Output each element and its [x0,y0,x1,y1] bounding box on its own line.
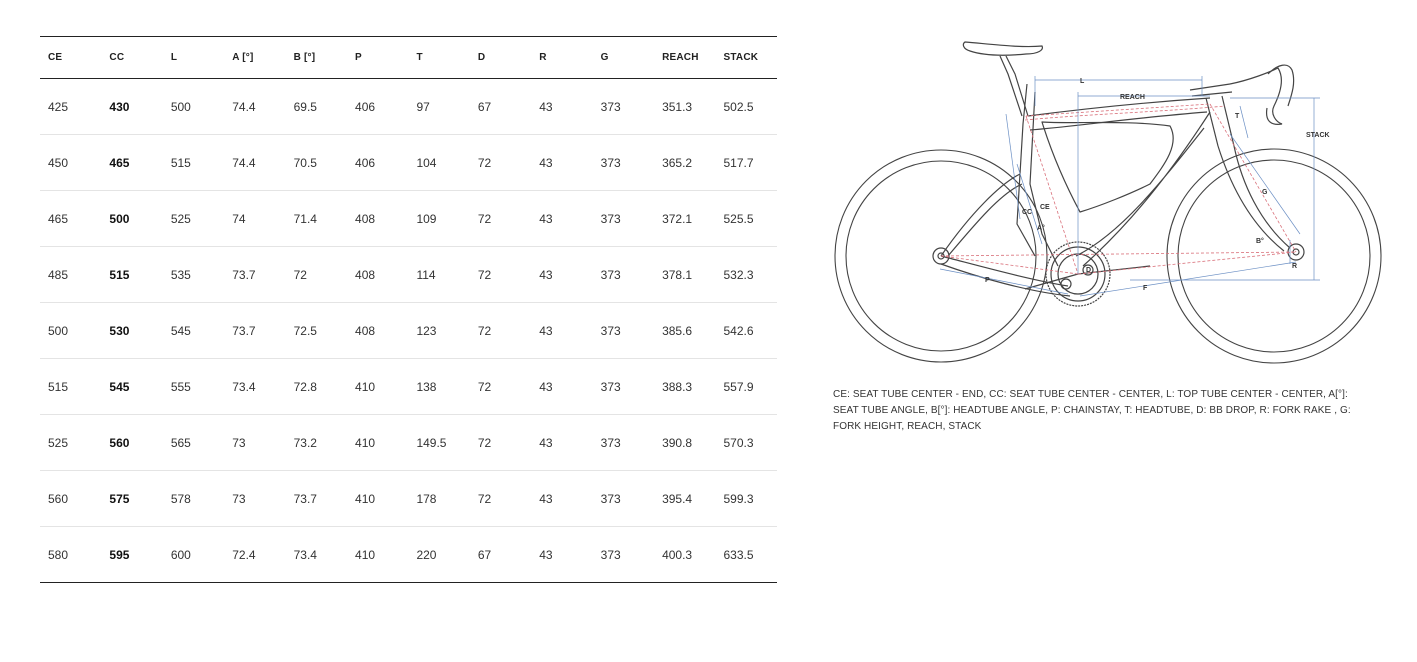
table-cell: 74.4 [232,155,256,170]
table-cell: 502.5 [723,99,754,114]
table-cell: 43 [539,435,553,450]
table-cell: 485 [48,267,69,282]
table-cell: 600 [170,547,191,562]
table-cell: 430 [109,99,130,114]
header-stack: STACK [723,52,759,63]
table-cell: 410 [355,435,376,450]
table-cell: 378.1 [662,267,693,282]
table-cell: 542.6 [723,323,754,338]
table-cell: 73 [232,435,246,450]
table-cell: 365.2 [662,155,693,170]
label-g: G [1262,189,1268,196]
label-r: R [1292,263,1298,270]
table-cell: 515 [170,155,191,170]
table-cell: 560 [48,491,69,506]
label-ce: CE [1040,204,1050,211]
table-cell: 400.3 [662,547,693,562]
table-cell: 69.5 [293,99,317,114]
header-g: G [600,52,609,63]
table-cell: 43 [539,547,553,562]
table-cell: 410 [355,379,376,394]
table-cell: 109 [416,211,437,226]
legend-text: CE: SEAT TUBE CENTER - END, CC: SEAT TUBE CENTER - CENTER, L: TOP TUBE CENTER - CENTER, A[°]: SEAT TUBE ANGLE, B[°]: HEADTUBE ANGLE, P: CHAINSTAY, T: HEADTUBE, D: BB DROP, R: FORK RAKE , G: FORK HEIGHT, REACH, STACK [833,389,1351,432]
table-cell: 72 [477,267,492,282]
table-row [40,471,777,527]
table-cell: 565 [170,435,191,450]
table-cell: 410 [355,547,376,562]
table-cell: 500 [48,323,69,338]
header-a: A [°] [232,52,254,63]
table-cell: 43 [539,211,553,226]
table-cell: 595 [109,547,130,562]
table-cell: 408 [355,323,376,338]
table-cell: 500 [109,211,130,226]
table-cell: 43 [539,155,553,170]
table-cell: 532.3 [723,267,754,282]
table-row [40,135,777,191]
header-t: T [416,52,423,63]
table-cell: 500 [170,99,191,114]
table-row [40,415,777,471]
table-cell: 373 [600,323,621,338]
table-cell: 373 [600,267,621,282]
table-cell: 67 [477,547,492,562]
table-cell: 123 [416,323,437,338]
table-header-row [40,37,777,79]
table-cell: 43 [539,323,553,338]
table-cell: 178 [416,491,437,506]
table-cell: 372.1 [662,211,693,226]
table-cell: 410 [355,491,376,506]
table-cell: 74 [232,211,246,226]
table-cell: 373 [600,435,621,450]
table-cell: 72 [477,155,492,170]
table-cell: 515 [48,379,69,394]
table-cell: 73.4 [232,379,256,394]
table-cell: 545 [109,379,130,394]
table-cell: 72 [477,435,492,450]
table-cell: 72 [477,323,492,338]
table-cell: 560 [109,435,130,450]
table-cell: 517.7 [723,155,754,170]
table-cell: 73.7 [232,323,256,338]
bike-geometry-diagram [830,34,1390,374]
header-p: P [355,52,362,63]
table-cell: 580 [48,547,69,562]
table-cell: 72 [477,379,492,394]
table-cell: 97 [416,99,430,114]
table-cell: 406 [355,155,376,170]
table-cell: 351.3 [662,99,693,114]
table-cell: 71.4 [293,211,317,226]
table-cell: 73.7 [293,491,317,506]
label-f: F [1143,285,1148,292]
table-cell: 73.2 [293,435,317,450]
saddle [963,42,1042,55]
table-cell: 114 [416,267,436,282]
table-body [40,79,777,583]
table-row [40,527,777,583]
table-cell: 545 [170,323,191,338]
table-cell: 67 [477,99,492,114]
label-b: B° [1256,238,1264,245]
handlebar [1190,65,1294,124]
geometry-lines [941,104,1296,274]
table-cell: 72 [477,211,492,226]
table-row [40,303,777,359]
table-cell: 633.5 [723,547,754,562]
table-cell: 220 [416,547,437,562]
label-a: A° [1037,225,1045,232]
table-cell: 515 [109,267,130,282]
table-cell: 73.7 [232,267,256,282]
table-cell: 43 [539,491,553,506]
table-row [40,359,777,415]
table-cell: 535 [170,267,191,282]
table-cell: 373 [600,155,621,170]
header-reach: REACH [662,52,699,63]
table-cell: 465 [109,155,130,170]
table-cell: 72.5 [293,323,317,338]
label-d: D [1086,267,1092,274]
header-b: B [°] [293,52,316,63]
header-r: R [539,52,547,63]
table-cell: 70.5 [293,155,317,170]
header-cc: CC [109,52,125,63]
header-ce: CE [48,52,63,63]
table-row [40,247,777,303]
table-cell: 465 [48,211,69,226]
front-wheel [1167,149,1381,363]
table-cell: 43 [539,379,553,394]
table-cell: 72 [293,267,307,282]
table-cell: 104 [416,155,437,170]
table-cell: 72.8 [293,379,317,394]
label-p: P [985,277,990,284]
table-cell: 373 [600,211,621,226]
table-cell: 450 [48,155,69,170]
label-t: T [1235,113,1240,120]
table-cell: 373 [600,491,621,506]
table-cell: 530 [109,323,130,338]
geometry-table [40,36,777,583]
table-cell: 74.4 [232,99,256,114]
table-cell: 373 [600,547,621,562]
table-cell: 395.4 [662,491,693,506]
table-cell: 408 [355,211,376,226]
label-reach: REACH [1120,94,1145,101]
table-cell: 43 [539,267,553,282]
table-cell: 138 [416,379,437,394]
table-cell: 73 [232,491,246,506]
table-cell: 555 [170,379,191,394]
table-cell: 72 [477,491,492,506]
table-cell: 406 [355,99,376,114]
label-cc: CC [1022,209,1033,216]
table-row [40,191,777,247]
table-cell: 525.5 [723,211,754,226]
table-cell: 575 [109,491,130,506]
table-cell: 149.5 [416,435,447,450]
table-cell: 388.3 [662,379,693,394]
table-cell: 525 [170,211,191,226]
table-cell: 43 [539,99,553,114]
table-cell: 385.6 [662,323,693,338]
table-cell: 525 [48,435,69,450]
header-l: L [170,52,178,63]
crankset [1025,242,1150,306]
table-cell: 72.4 [232,547,256,562]
table-cell: 557.9 [723,379,754,394]
table-cell: 373 [600,99,621,114]
table-cell: 599.3 [723,491,754,506]
table-cell: 570.3 [723,435,754,450]
label-stack: STACK [1306,132,1330,139]
table-row [40,79,777,135]
table-cell: 425 [48,99,69,114]
table-cell: 390.8 [662,435,693,450]
table-cell: 408 [355,267,376,282]
bike-frame [941,56,1290,296]
label-l: L [1080,78,1085,85]
header-d: D [477,52,486,63]
table-cell: 578 [170,491,191,506]
table-cell: 373 [600,379,621,394]
table-cell: 73.4 [293,547,317,562]
